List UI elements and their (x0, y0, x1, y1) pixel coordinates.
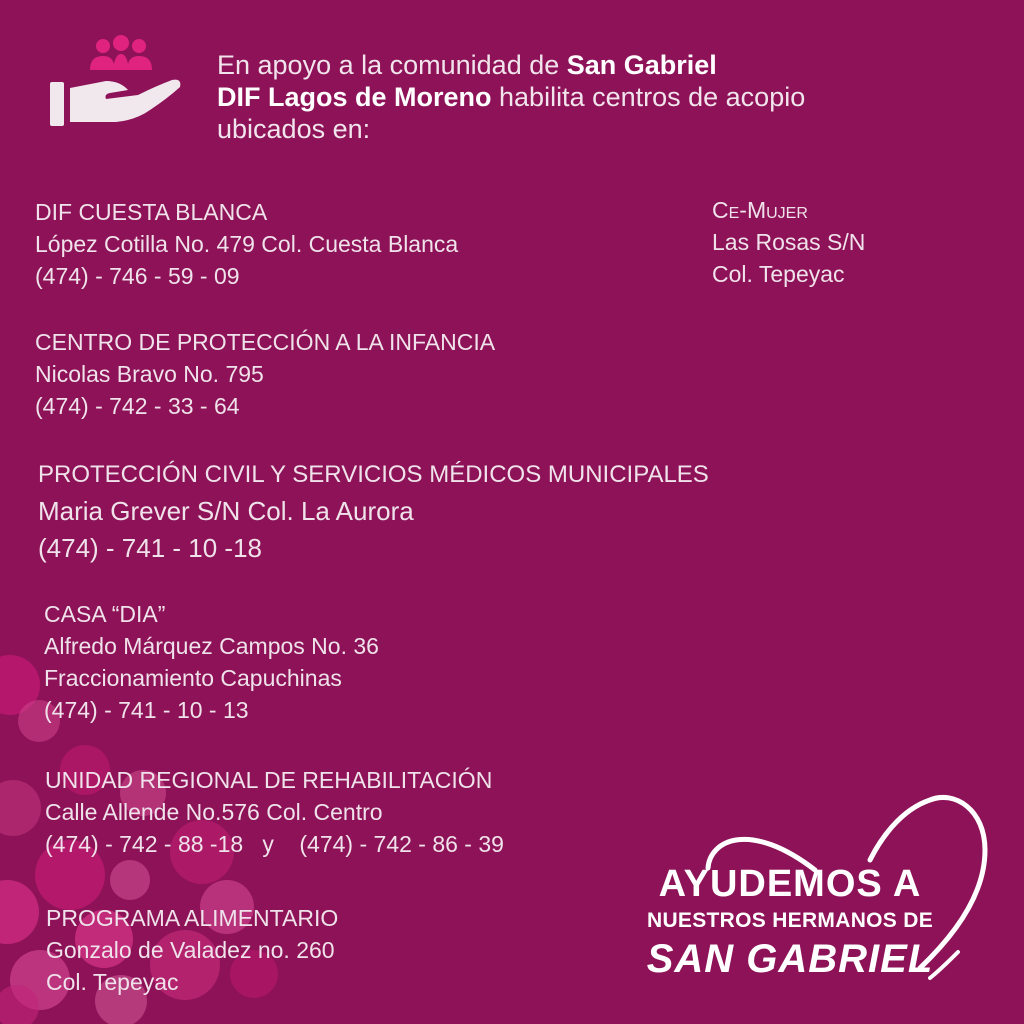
center-name: DIF CUESTA BLANCA (35, 199, 268, 225)
center-proteccion-civil (38, 456, 709, 567)
center-alimentario (46, 902, 338, 998)
center-address: Maria Grever S/N Col. La Aurora (38, 496, 414, 526)
center-cuesta-blanca (35, 196, 458, 292)
center-colonia: Col. Tepeyac (712, 261, 845, 287)
header-line-3: ubicados en: (217, 114, 371, 144)
header-text (217, 49, 805, 145)
center-address: Alfredo Márquez Campos No. 36 (44, 633, 379, 659)
center-name: Ce-Mujer (712, 197, 808, 223)
center-colonia: Fraccionamiento Capuchinas (44, 665, 342, 691)
center-address: López Cotilla No. 479 Col. Cuesta Blanca (35, 231, 459, 257)
center-address: Gonzalo de Valadez no. 260 (46, 937, 335, 963)
center-phone: (474) - 746 - 59 - 09 (35, 263, 240, 289)
slogan (640, 862, 940, 982)
slogan-line-2: NUESTROS HERMANOS DE (646, 909, 934, 932)
center-name: CASA “DIA” (44, 601, 166, 627)
hand-holding-people-icon (46, 34, 186, 134)
center-colonia: Col. Tepeyac (46, 969, 179, 995)
center-phone: (474) - 742 - 33 - 64 (35, 393, 240, 419)
center-name: CENTRO DE PROTECCIÓN A LA INFANCIA (35, 329, 496, 355)
slogan-line-1: AYUDEMOS A (658, 863, 922, 905)
header-line-1: En apoyo a la comunidad de San Gabriel (217, 50, 717, 80)
header-line-2: DIF Lagos de Moreno habilita centros de acopio (217, 82, 806, 112)
center-name: UNIDAD REGIONAL DE REHABILITACIÓN (45, 767, 493, 793)
center-address: Las Rosas S/N (712, 229, 866, 255)
center-rehabilitacion (45, 764, 504, 860)
center-name: PROTECCIÓN CIVIL Y SERVICIOS MÉDICOS MUNICIPALES (38, 461, 709, 488)
center-casa-dia (44, 598, 379, 726)
slogan-line-3: SAN GABRIEL (646, 937, 934, 981)
center-phone: (474) - 741 - 10 - 13 (44, 697, 249, 723)
center-ce-mujer (712, 194, 865, 290)
center-phone: (474) - 742 - 88 -18 y (474) - 742 - 86 - 39 (45, 831, 504, 857)
center-phone: (474) - 741 - 10 -18 (38, 533, 263, 563)
center-address: Calle Allende No.576 Col. Centro (45, 799, 383, 825)
center-infancia (35, 326, 495, 422)
center-name: PROGRAMA ALIMENTARIO (46, 905, 339, 931)
center-address: Nicolas Bravo No. 795 (35, 361, 264, 387)
